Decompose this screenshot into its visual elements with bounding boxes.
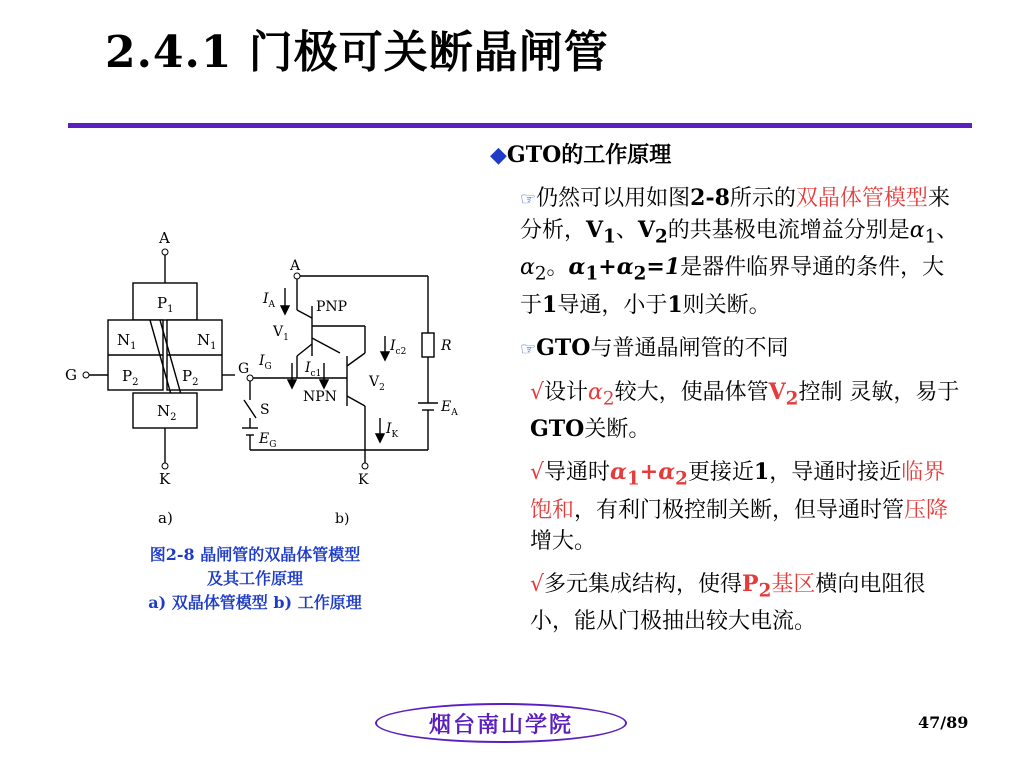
switch-s-label: S bbox=[260, 402, 270, 418]
fig-a-cathode-label: K bbox=[159, 470, 171, 488]
current-ic2-label: $I_{c2}$ bbox=[390, 338, 407, 357]
fig-b-anode-label: A bbox=[290, 258, 301, 274]
current-ic1-label: $I_{c1}$ bbox=[305, 360, 322, 379]
v2-label: $V_2$ bbox=[369, 374, 385, 393]
fig-a-label: a) bbox=[158, 509, 173, 527]
layer-p2-left-label: $P_2$ bbox=[122, 367, 139, 388]
pointing-hand-icon: ☞ bbox=[520, 189, 537, 210]
fig-b-label: b) bbox=[335, 511, 350, 527]
source-eg-label: $E_G$ bbox=[259, 431, 277, 450]
pnp-label: PNP bbox=[316, 299, 348, 315]
layer-p1-label: $P_1$ bbox=[157, 294, 174, 315]
layer-n2-label: $N_2$ bbox=[157, 402, 177, 423]
pointing-hand-icon: ☞ bbox=[520, 338, 537, 360]
npn-label: NPN bbox=[303, 389, 337, 405]
point-alpha2-design: √设计$\alpha_2$较大，使晶体管$V_2$控制 灵敏，易于GTO关断。 bbox=[530, 378, 960, 443]
content-text bbox=[490, 140, 960, 649]
fig-a-anode-label: A bbox=[159, 229, 170, 247]
slide-title: 2.4.1 门极可关断晶闸管 bbox=[105, 27, 609, 78]
figure-a-two-transistor-model bbox=[86, 250, 235, 466]
page-number: 47/89 bbox=[918, 713, 969, 732]
title-divider bbox=[68, 123, 972, 128]
gto-figure bbox=[60, 228, 500, 528]
fig-b-cathode-label: K bbox=[358, 472, 369, 488]
current-ia-label: $I_A$ bbox=[263, 291, 276, 310]
point-critical-saturation: √导通时$\alpha_1+\alpha_2$更接近1，导通时接近临界饱和，有利门极控制关断，但导通时管压降增大。 bbox=[530, 459, 949, 554]
caption-line-1: 图2-8 晶闸管的双晶体管模型 bbox=[149, 545, 361, 564]
school-logo-badge: 烟台南山学院 bbox=[375, 703, 627, 743]
figure-caption bbox=[90, 543, 420, 615]
check-mark-icon: √ bbox=[530, 379, 545, 405]
source-ea-label: $E_A$ bbox=[441, 399, 458, 418]
section-heading: ◆GTO的工作原理 bbox=[490, 142, 672, 168]
paragraph-differences: ☞GTO与普通晶闸管的不同 bbox=[520, 334, 789, 361]
v1-label: $V_1$ bbox=[273, 324, 289, 343]
layer-p2-right-label: $P_2$ bbox=[182, 367, 199, 388]
point-multi-unit-structure: √多元集成结构，使得$P_2$基区横向电阻很小，能从门极抽出较大电流。 bbox=[530, 570, 926, 634]
paragraph-dual-transistor: ☞仍然可以用如图2-8所示的双晶体管模型来分析，$V_1$、$V_2$的共基极电流增益分别是$\alpha_1$、$\alpha_2$。$\alpha_1+\alpha_2=1$是器件临界导通的条件，大于1导通，小于1则关断。 bbox=[520, 185, 959, 318]
layer-n1-right-label: $N_1$ bbox=[197, 331, 217, 352]
check-mark-icon: √ bbox=[530, 571, 545, 597]
diamond-bullet-icon: ◆ bbox=[490, 143, 507, 168]
fig-b-gate-label: G bbox=[238, 361, 250, 377]
current-ik-label: $I_K$ bbox=[386, 421, 399, 440]
fig-a-gate-label: G bbox=[65, 366, 77, 384]
resistor-r-label: R bbox=[441, 338, 452, 354]
caption-line-2: 及其工作原理 bbox=[206, 569, 303, 588]
layer-n1-left-label: $N_1$ bbox=[117, 331, 137, 352]
check-mark-icon: √ bbox=[530, 460, 545, 486]
current-ig-label: $I_G$ bbox=[259, 353, 272, 372]
caption-line-3: a) 双晶体管模型 b) 工作原理 bbox=[148, 593, 362, 612]
